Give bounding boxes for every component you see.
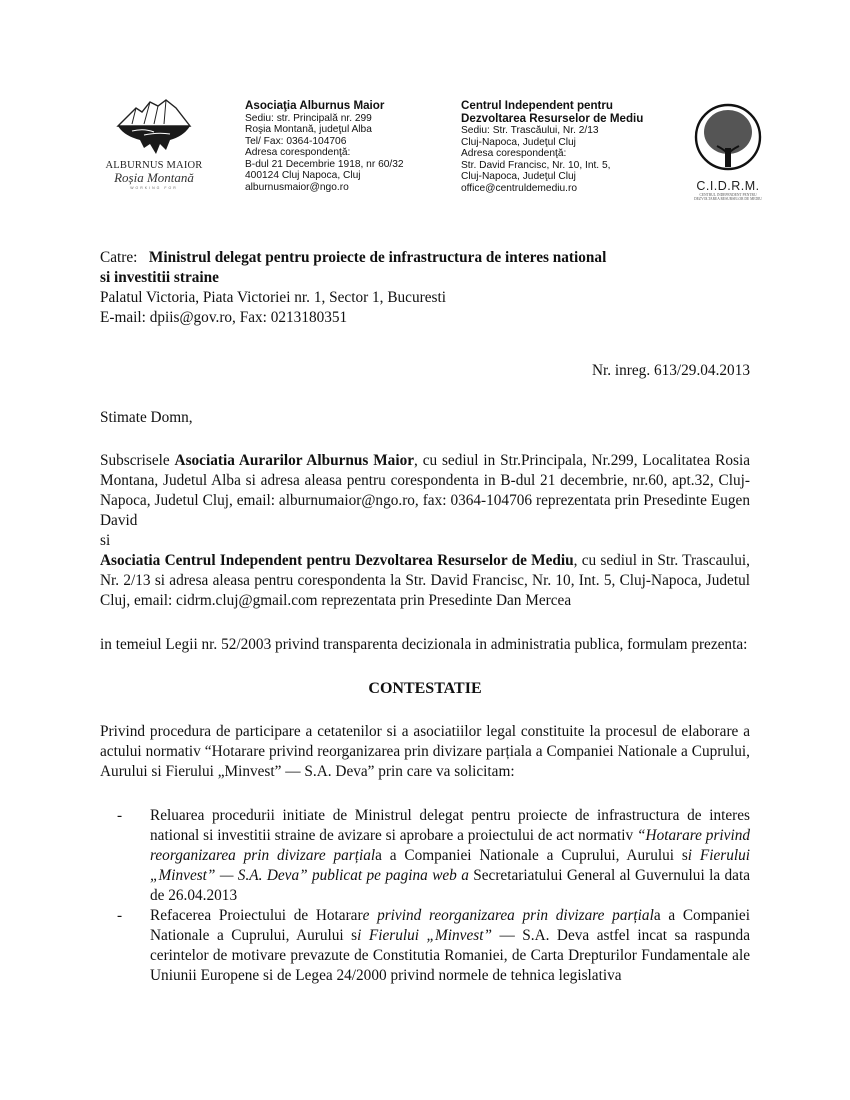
recipient-title (100, 248, 750, 268)
cidrm-logo (688, 102, 768, 207)
para1-prefix: Subscrisele (100, 452, 175, 469)
org1-line: B-dul 21 Decembrie 1918, nr 60/32 (245, 158, 404, 170)
cidrm-contact (461, 100, 643, 195)
letterhead (0, 96, 850, 211)
org-name-alburnus: Asociatia Aurarilor Alburnus Maior (174, 452, 415, 469)
alburnus-maior-logo-name: ALBURNUS MAIOR (105, 160, 203, 171)
org1-email: alburnusmaior@ngo.ro (245, 182, 349, 194)
org2-line: Adresa corespondenţă: (461, 148, 567, 160)
para2-text: , cu sediul in Str. Trascaului, Nr. 2/13 si adresa aleasa pentru corespondenta la Str. David Francisc, Nr. 10, Int. 5, Cluj-Napoca, Judetul Cluj, email: cidrm.cluj@gmail.com reprezentata prin Presedinte Dan Mercea (100, 552, 751, 609)
org2-email: office@centruldemediu.ro (461, 182, 578, 194)
registration-number: Nr. inreg. 613/29.04.2013 (591, 362, 750, 379)
org2-line: Cluj-Napoca, Judeţul Cluj (461, 136, 576, 148)
org1-line: Tel/ Fax: 0364-104706 (245, 135, 347, 147)
org2-line: Cluj-Napoca, Judeţul Cluj (461, 171, 576, 183)
conjunction: si (100, 532, 111, 549)
text-run: — S.A. Deva astfel incat sa raspunda cerintelor de motivare prevazute de Constitutia Romaniei, de Carta Drepturilor Fundamentale ale Uniunii Europene si de Legea 24/2000 privind normele de tehnica legislativa (150, 927, 750, 984)
logo-tagline: WORKING FOR (130, 186, 178, 190)
org1-title: Asociaţia Alburnus Maior (245, 99, 385, 112)
org2-line: Sediu: Str. Trascăului, Nr. 2/13 (461, 125, 599, 136)
italic-run: “Hotarare privind reorganizarea prin divizare parțial (150, 827, 750, 864)
list-item-text (150, 907, 750, 984)
dash-bullet: - (117, 807, 123, 824)
list-item (100, 806, 750, 906)
mountain-lake-icon (114, 96, 194, 158)
cidrm-logo-subtitle: CENTRUL INDEPENDENT PENTRU (699, 193, 757, 197)
org2-title: Dezvoltarea Resurselor de Mediu (461, 111, 644, 125)
list-item (100, 906, 750, 986)
para1-text: , cu sediul in Str.Principala, Nr.299, Localitatea Rosia Montana, Judetul Alba si adresa aleasa pentru corespondenta in B-dul 21 decembrie, nr.60, apt.32, Cluj-Napoca, Judetul Cluj, email: alburnumaior@ngo.ro, fax: 0364-104706 reprezentata prin Presedinte Eugen David (100, 452, 751, 529)
recipient-address: Palatul Victoria, Piata Victoriei nr. 1, Sector 1, Bucuresti (100, 289, 446, 306)
dash-bullet: - (117, 907, 123, 924)
alburnus-maior-contact (245, 100, 404, 194)
italic-run: i Fierului „Minvest” — S.A. Deva” publicat pe pagina web a (150, 847, 750, 884)
recipient-contact: E-mail: dpiis@gov.ro, Fax: 0213180351 (100, 309, 348, 326)
tree-circle-icon (693, 102, 763, 172)
org2-line: Str. David Francisc, Nr. 10, Int. 5, (461, 159, 611, 171)
heading-contestatie: CONTESTATIE (368, 680, 482, 697)
text-run: Refacerea Proiectului de Hotarar (150, 907, 363, 924)
text-run: Reluarea procedurii initiate de Ministrul delegat pentru proiecte de infrastructura de interes national si investitii straine de avizare si aprobare a proiectului de act normativ (150, 807, 750, 844)
requests-list (100, 806, 750, 986)
letter-body (100, 248, 750, 986)
recipient-name-line2: si investitii straine (100, 269, 219, 286)
cidrm-logo-subtitle: DEZVOLTAREA RESURSELOR DE MEDIU (694, 197, 762, 201)
org2-title: Centrul Independent pentru (461, 99, 614, 112)
cidrm-logo-name: C.I.D.R.M. (696, 179, 760, 193)
text-run: Secretariatului General al Guvernului la data de 26.04.2013 (150, 867, 750, 904)
text-run: a a Companiei Nationale a Cuprului, Aurului s (150, 907, 750, 944)
org1-line: Roşia Montană, judeţul Alba (245, 124, 372, 136)
recipient-label: Catre: (100, 249, 138, 266)
italic-run: i Fierului „Minvest” (357, 927, 492, 944)
alburnus-maior-logo (98, 96, 210, 206)
paragraph-alburnus (100, 451, 750, 531)
paragraph-legal-basis: in temeiul Legii nr. 52/2003 privind transparenta decizionala in administratia publica, formulam prezenta: (100, 636, 748, 653)
italic-run: e privind reorganizarea prin divizare parțial (362, 907, 654, 924)
org1-line: 400124 Cluj Napoca, Cluj (245, 170, 361, 182)
org-name-cidrm: Asociatia Centrul Independent pentru Dezvoltarea Resurselor de Mediu (100, 552, 574, 569)
recipient-name-line1: Ministrul delegat pentru proiecte de infrastructura de interes national (148, 249, 607, 266)
org1-line: Sediu: str. Principală nr. 299 (245, 112, 372, 124)
paragraph-cidrm (100, 551, 750, 611)
list-item-text (150, 807, 750, 904)
paragraph-procedure: Privind procedura de participare a cetatenilor si a asociatiilor legal constituite la procesul de elaborare a actului normativ “Hotarare privind reorganizarea prin divizare parțiala a Companiei Nationale a Cuprului, Aurului si Fierului „Minvest” — S.A. Deva” prin care va solicitam: (100, 723, 750, 780)
org1-line: Adresa corespondenţă: (245, 147, 351, 159)
rosia-montana-script: Roșia Montană (114, 170, 194, 185)
text-run: a a Companiei Nationale a Cuprului, Aurului s (375, 847, 688, 864)
salutation: Stimate Domn, (100, 409, 193, 426)
